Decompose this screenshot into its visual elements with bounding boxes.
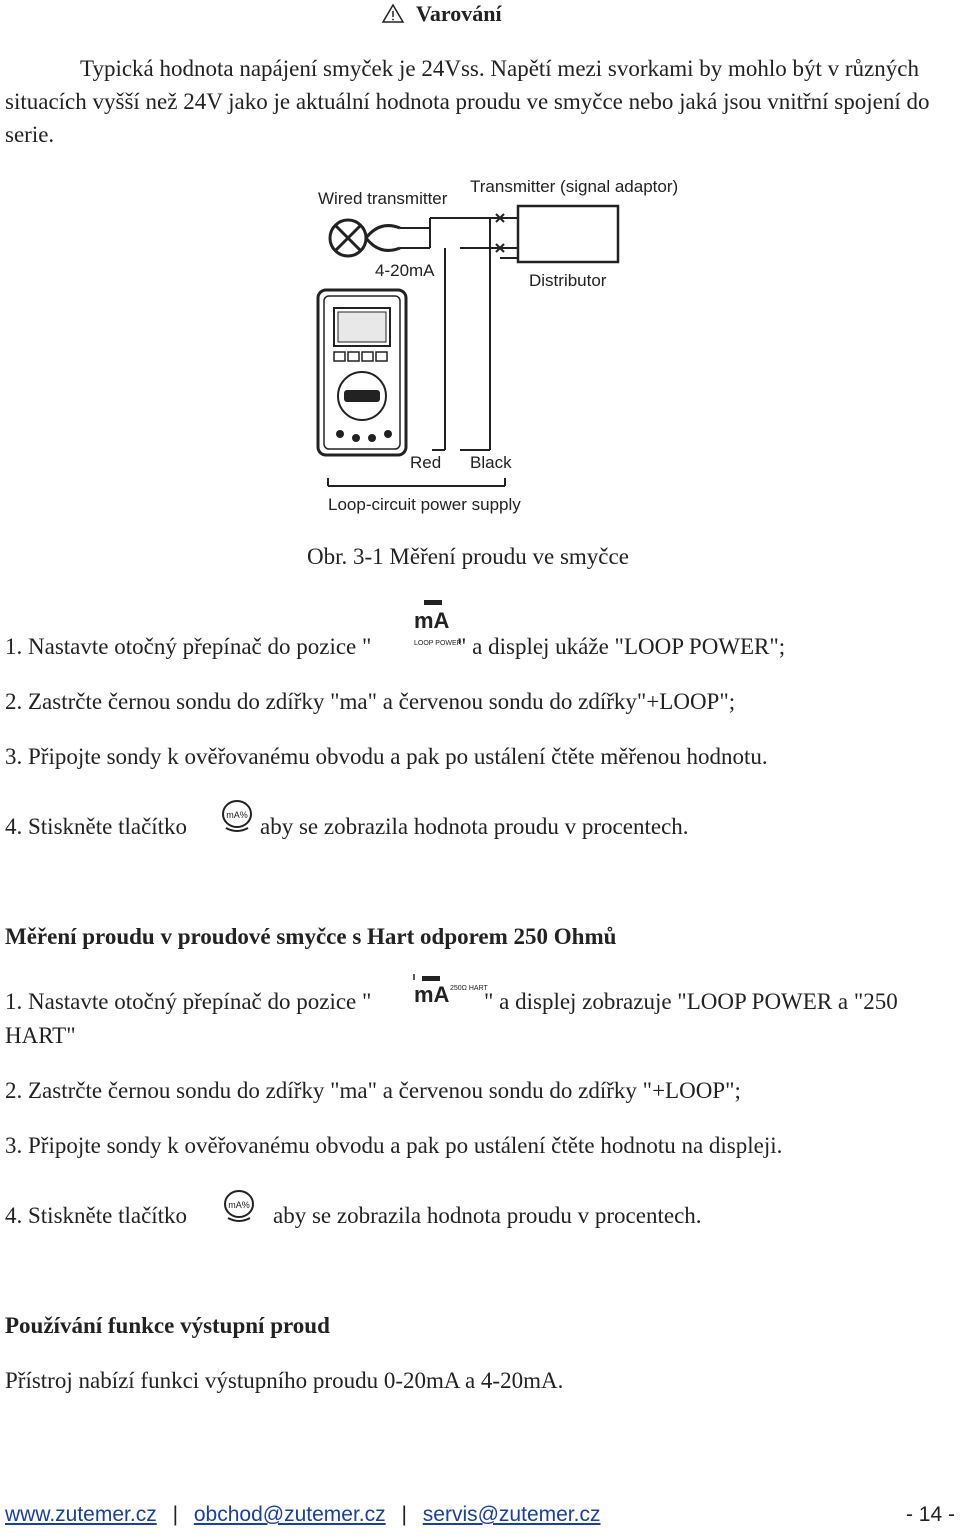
s2-step1-c: HART" xyxy=(5,1023,76,1048)
footer-email-servis-link[interactable]: servis@zutemer.cz xyxy=(422,1503,601,1526)
s3-text: Přístroj nabízí funkci výstupního proudu 0-20mA a 4-20mA. xyxy=(5,1368,564,1393)
ma-hart-icon xyxy=(410,972,488,1012)
figure-caption: Obr. 3-1 Měření proudu ve smyčce xyxy=(307,544,629,569)
hart-250-text: 250Ω HART xyxy=(450,985,488,992)
s2-step1-a: 1. Nastavte otočný přepínač do pozice " xyxy=(5,989,372,1014)
s2-heading: Měření proudu v proudové smyčce s Hart odporem 250 Ohmů xyxy=(5,924,617,949)
loop-diagram xyxy=(300,168,680,523)
s2-step1-b: " a displej zobrazuje "LOOP POWER a "250 xyxy=(484,989,898,1014)
label-wired-transmitter: Wired transmitter xyxy=(318,189,448,208)
s2-step3: 3. Připojte sondy k ověřovanému obvodu a pak po ustálení čtěte hodnotu na displeji. xyxy=(5,1133,783,1158)
s1-step1-b: " a displej ukáže "LOOP POWER"; xyxy=(457,634,786,659)
multimeter-icon xyxy=(318,290,406,455)
s1-step3: 3. Připojte sondy k ověřovanému obvodu a pak po ustálení čtěte měřenou hodnotu. xyxy=(5,744,768,769)
footer-separator-1: | xyxy=(172,1503,179,1526)
s1-step4-a: 4. Stiskněte tlačítko xyxy=(5,814,188,839)
s2-step2: 2. Zastrčte černou sondu do zdířky "ma" a červenou sondu do zdířky "+LOOP"; xyxy=(5,1078,741,1103)
button-label-text-2: mA% xyxy=(228,1200,250,1210)
s2-step4-b: aby se zobrazila hodnota proudu v procentech. xyxy=(273,1203,702,1228)
distributor-box xyxy=(518,206,618,262)
ma-percent-button-icon xyxy=(220,798,254,834)
ma-symbol-text: mA xyxy=(414,608,450,633)
hart-ma-text: mA xyxy=(414,982,450,1007)
button-label-text: mA% xyxy=(226,810,248,820)
footer-separator-2: | xyxy=(401,1503,407,1526)
ma-percent-button-icon-2 xyxy=(222,1188,256,1224)
warning-title: Varování xyxy=(416,1,502,26)
s1-step1-a: 1. Nastavte otočný přepínač do pozice " xyxy=(5,634,372,659)
warning-heading xyxy=(382,0,502,28)
s3-heading: Používání funkce výstupní proud xyxy=(5,1313,330,1338)
label-distributor: Distributor xyxy=(529,271,607,290)
s1-step4-b: aby se zobrazila hodnota proudu v procentech. xyxy=(260,814,689,839)
loop-power-text: LOOP POWER xyxy=(414,640,462,647)
ma-loop-power-icon xyxy=(410,598,462,652)
warning-text: Typická hodnota napájení smyček je 24Vss. Napětí mezi svorkami by mohlo být v různých situacích vyšší než 24V jako je aktuální hodnota proudu ve smyčce nebo jaká jsou vnitřní spojení do serie. xyxy=(5,56,930,147)
s1-step2: 2. Zastrčte černou sondu do zdířky "ma" a červenou sondu do zdířky"+LOOP"; xyxy=(5,689,736,714)
footer-site-link[interactable]: www.zutemer.cz xyxy=(5,1503,157,1526)
label-black: Black xyxy=(470,453,512,472)
label-red: Red xyxy=(410,453,442,472)
footer-links xyxy=(5,1500,600,1530)
page-number: - 14 - xyxy=(905,1503,955,1526)
label-transmitter: Transmitter (signal adaptor) xyxy=(470,177,679,196)
label-supply: Loop-circuit power supply xyxy=(328,495,521,514)
label-current: 4-20mA xyxy=(375,261,435,280)
s2-step4-a: 4. Stiskněte tlačítko xyxy=(5,1203,188,1228)
footer-email-obchod-link[interactable]: obchod@zutemer.cz xyxy=(193,1503,386,1526)
warning-icon xyxy=(382,3,404,23)
transmitter-lamp-icon xyxy=(330,220,366,256)
